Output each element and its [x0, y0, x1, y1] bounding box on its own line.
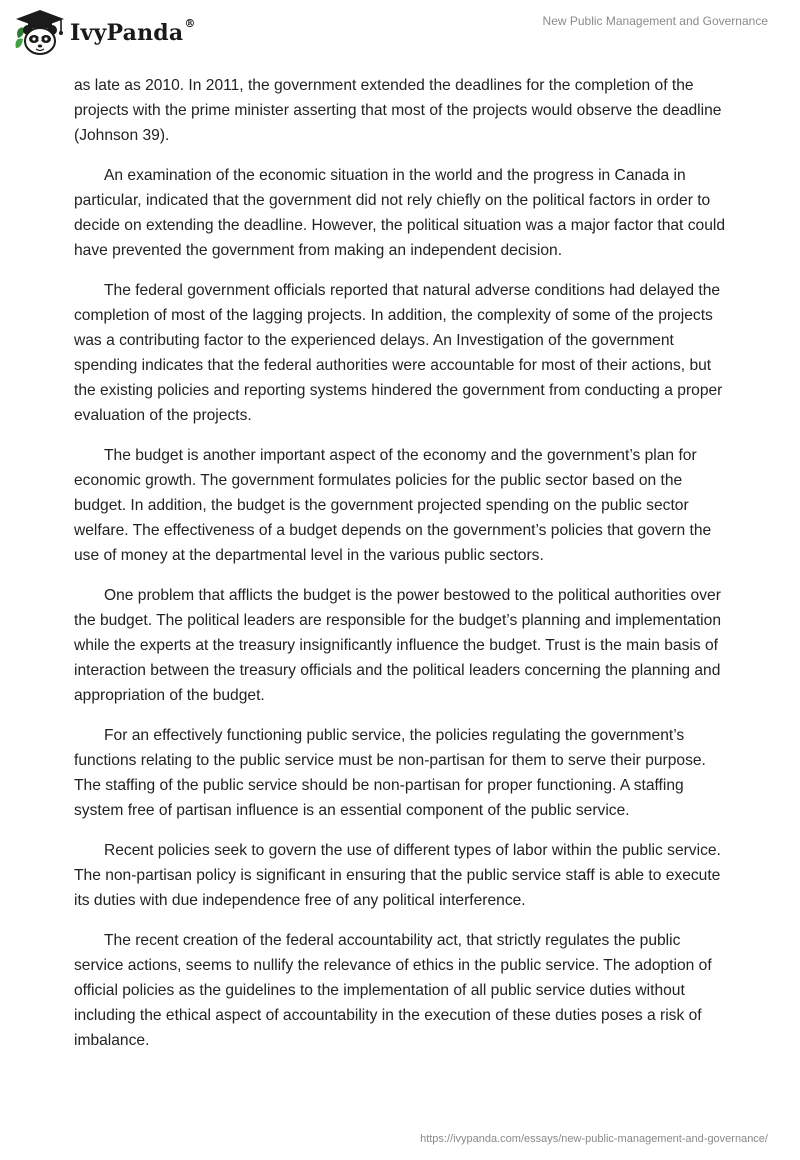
essay-body [74, 73, 734, 1068]
source-url[interactable]: https://ivypanda.com/essays/new-public-management-and-governance/ [420, 1133, 768, 1145]
ivypanda-logo[interactable] [14, 8, 196, 58]
paragraph: The recent creation of the federal accountability act, that strictly regulates the public service actions, seems to nullify the relevance of ethics in the public service. The adoption of official policies as the guidelines to the implementation of all public service duties without including the ethical aspect of accountability in the execution of these duties poses a risk of imbalance. [74, 932, 712, 1049]
paragraph: as late as 2010. In 2011, the government extended the deadlines for the completion of the projects with the prime minister asserting that most of the projects would observe the deadline (Johnson 39). [74, 77, 722, 144]
paragraph: An examination of the economic situation in the world and the progress in Canada in particular, indicated that the government did not rely chiefly on the political factors in order to decide on extending the deadline. However, the political situation was a major factor that could have prevented the government from making an independent decision. [74, 167, 726, 259]
paragraph: The federal government officials reported that natural adverse conditions had delayed the completion of most of the lagging projects. In addition, the complexity of some of the projects was a contributing factor to the experienced delays. An Investigation of the government spending indicates that the federal authorities were accountable for most of their actions, but the existing policies and reporting systems hindered the government from conducting a proper evaluation of the projects. [74, 282, 723, 424]
panda-graduate-icon [14, 8, 66, 58]
paragraph: For an effectively functioning public service, the policies regulating the government’s functions relating to the public service must be non-partisan for them to serve their purpose. The staffing of the public service should be non-partisan for proper functioning. A staffing system free of partisan influence is an essential component of the public service. [74, 727, 706, 819]
paragraph: One problem that afflicts the budget is the power bestowed to the political authorities over the budget. The political leaders are responsible for the budget’s planning and implementation while the experts at the treasury insignificantly influence the budget. Trust is the main basis of interaction between the treasury officials and the political leaders concerning the planning and appropriation of the budget. [74, 587, 721, 704]
paragraph: The budget is another important aspect of the economy and the government’s plan for economic growth. The government formulates policies for the public sector based on the budget. In addition, the budget is the government projected spending on the public sector welfare. The effectiveness of a budget depends on the government’s policies that govern the use of money at the departmental level in the various public sectors. [74, 447, 712, 564]
brand-name [70, 17, 196, 46]
page-header [0, 0, 800, 70]
paragraph: Recent policies seek to govern the use of different types of labor within the public service. The non-partisan policy is significant in ensuring that the public service staff is able to execute its duties with due independence free of any political interference. [74, 842, 721, 909]
registered-mark: ® [184, 17, 196, 30]
document-title: New Public Management and Governance [542, 14, 768, 28]
brand-name-text: IvyPanda [70, 20, 184, 46]
